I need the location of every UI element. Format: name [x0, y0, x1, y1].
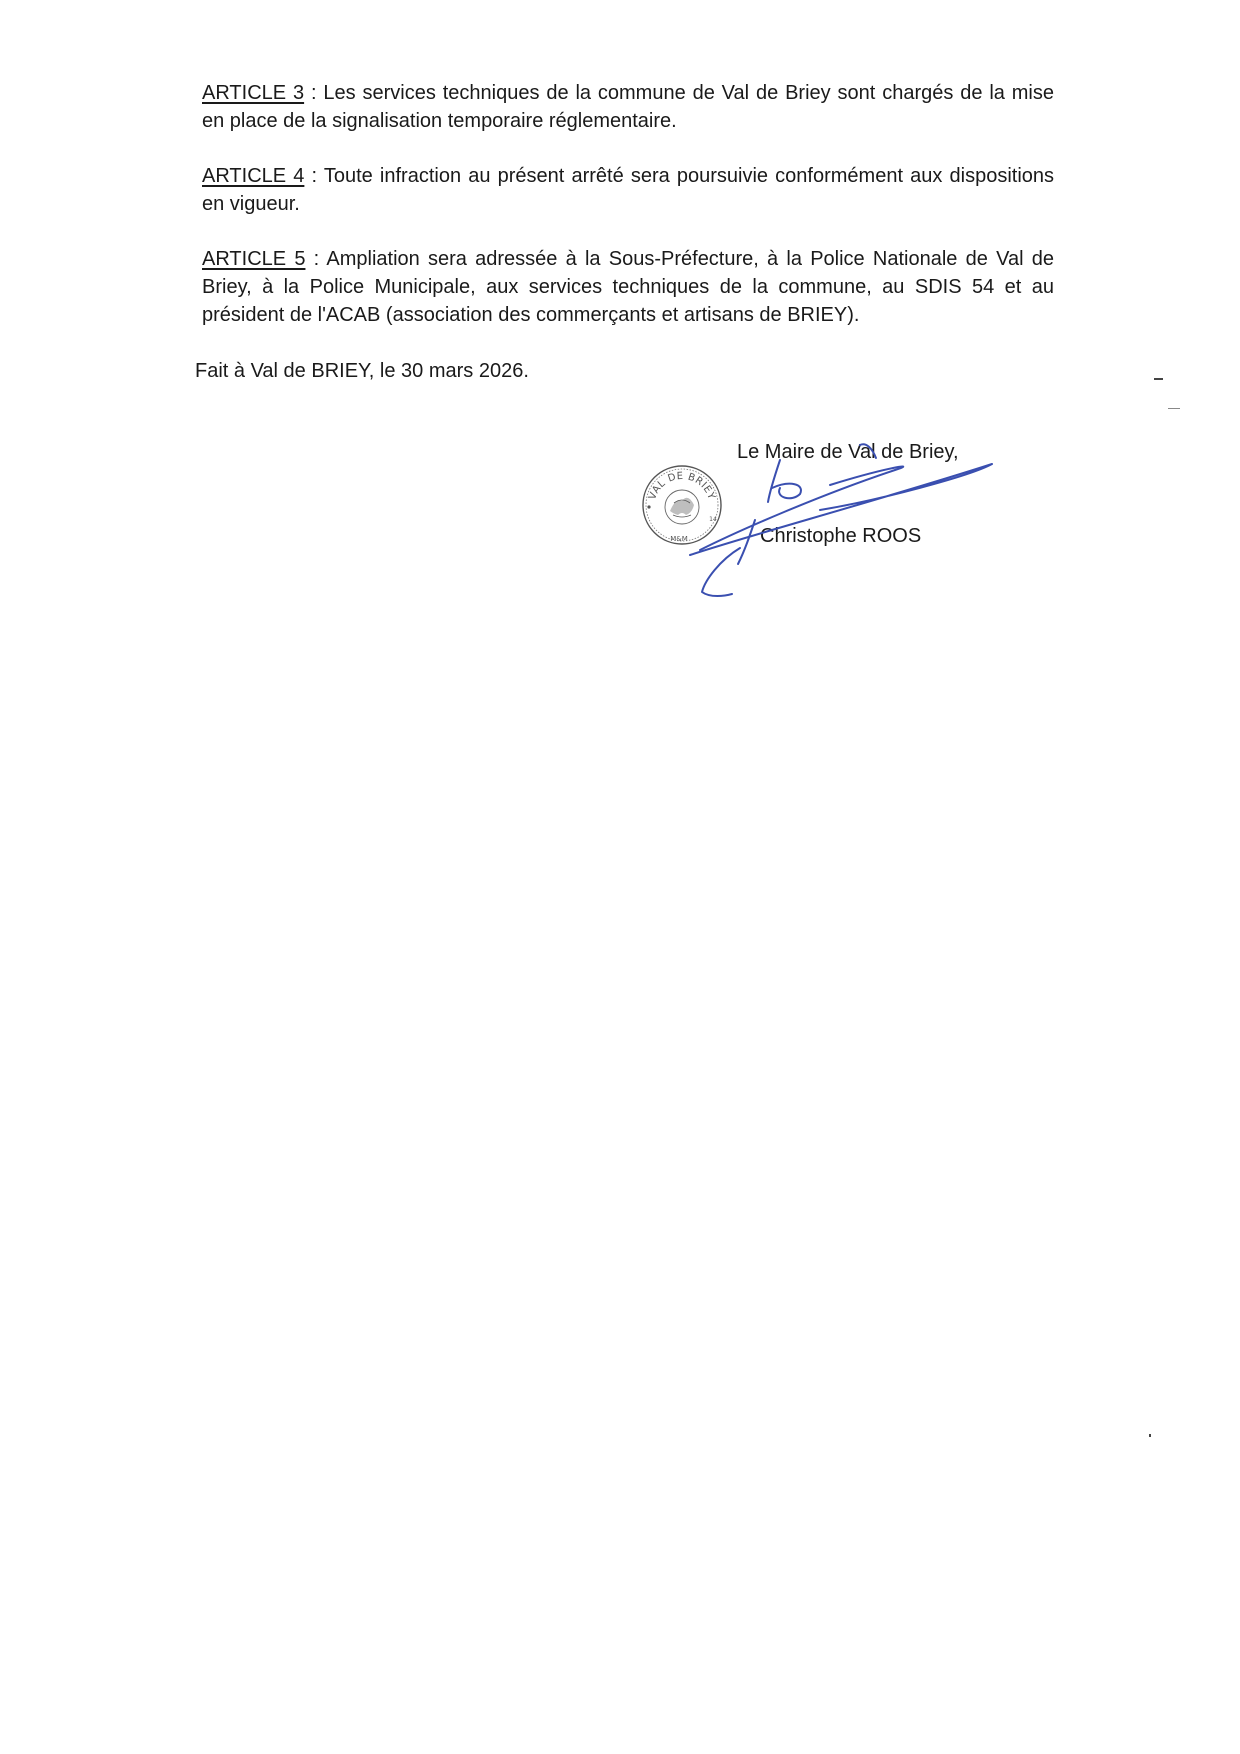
article-5-label: ARTICLE 5: [202, 248, 306, 270]
article-4-separator: :: [304, 165, 324, 187]
svg-text:14: 14: [709, 516, 717, 523]
done-at-line: Fait à Val de BRIEY, le 30 mars 2026.: [195, 360, 529, 382]
article-4-label: ARTICLE 4: [202, 165, 305, 187]
mayor-name: Christophe ROOS: [760, 525, 922, 547]
article-4-text: Toute infraction au présent arrêté sera poursuivie conformément aux dispositions en vigueur.: [202, 165, 1055, 215]
scan-speck: [1154, 378, 1163, 380]
svg-text:M&M: M&M: [670, 535, 688, 543]
scan-speck: [1149, 1434, 1151, 1437]
article-3-separator: :: [304, 82, 324, 104]
mayor-title: Le Maire de Val de Briey,: [737, 441, 959, 463]
handwritten-signature: [680, 440, 1000, 600]
article-3: [202, 79, 1054, 135]
article-3-text: Les services techniques de la commune de Val de Briey sont chargés de la mise en place de la signalisation temporaire réglementaire.: [202, 82, 1054, 132]
article-5: [202, 245, 1054, 329]
scan-speck: [1168, 408, 1180, 409]
article-5-separator: :: [305, 248, 327, 270]
svg-text:VAL DE BRIEY: VAL DE BRIEY: [647, 470, 717, 502]
article-5-text: Ampliation sera adressée à la Sous-Préfecture, à la Police Nationale de Val de Briey, à la Police Municipale, aux services techniques de la commune, au SDIS 54 et au président de l'ACAB (association des commerçants et artisans de BRIEY).: [202, 248, 1055, 326]
article-3-label: ARTICLE 3: [202, 82, 305, 104]
article-4: [202, 162, 1054, 218]
